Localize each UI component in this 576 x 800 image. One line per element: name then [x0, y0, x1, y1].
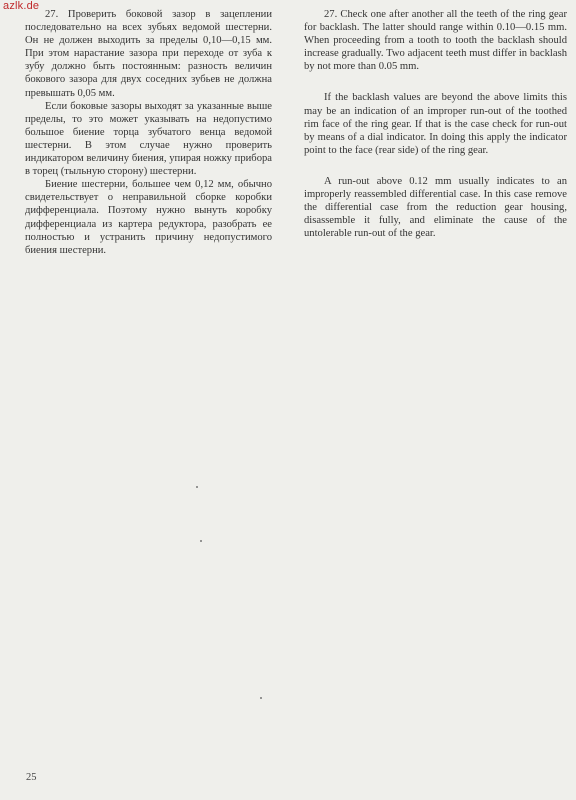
print-speck: [260, 697, 262, 699]
paragraph-ru-3: Биение шестерни, большее чем 0,12 мм, обычно свидетельствует о неправильной сборке коробки дифференциала. Поэтому нужно вынуть коробку дифференциала из картера редуктора, разобрать ее полностью и устранить причину недопустимого биения шестерни.: [25, 179, 272, 256]
russian-text-column: [25, 8, 272, 257]
print-speck: [196, 486, 198, 488]
paragraph-ru-2: Если боковые зазоры выходят за указанные выше пределы, то это может указывать на недопустимо большое биение торца зубчатого венца ведомой шестерни. В этом случае нужно проверить индикатором величину биения, упирая ножку прибора в торец (тыльную сторону) шестерни.: [25, 100, 272, 178]
paragraph-en-1: 27. Check one after another all the teeth of the ring gear for backlash. The latter should range within 0.10—0.15 mm. When proceeding from a tooth to tooth the backlash should increase gradually. Two adjacent teeth must differ in backlash by not more than 0.05 mm.: [304, 9, 567, 73]
english-text-column: [304, 8, 567, 240]
watermark-logo-text: azlk.de: [3, 0, 40, 12]
paragraph-ru-1: 27. Проверить боковой зазор в зацеплении последовательно на всех зубьях ведомой шестерни. Он не должен выходить за пределы 0,10—0,15 мм. При этом нарастание зазора при переходе от зуба к зубу должно быть постоянным: разность величин бокового зазора для двух соседних зубьев не должна превышать 0,05 мм.: [25, 9, 272, 99]
page-number: 25: [26, 772, 37, 783]
paragraph-en-3: A run-out above 0.12 mm usually indicates to an improperly reassembled differential case. In this case remove the differential case from the reduction gear housing, disassemble it fully, and eliminate the cause of the untolerable run-out of the gear.: [304, 175, 567, 240]
print-speck: [200, 540, 202, 542]
paragraph-en-2: If the backlash values are beyond the above limits this may be an indication of an improper run-out of the toothed rim face of the ring gear. If that is the case check for run-out by means of a dial indicator. In doing this apply the indicator point to the face (rear side) of the ring gear.: [304, 92, 567, 156]
